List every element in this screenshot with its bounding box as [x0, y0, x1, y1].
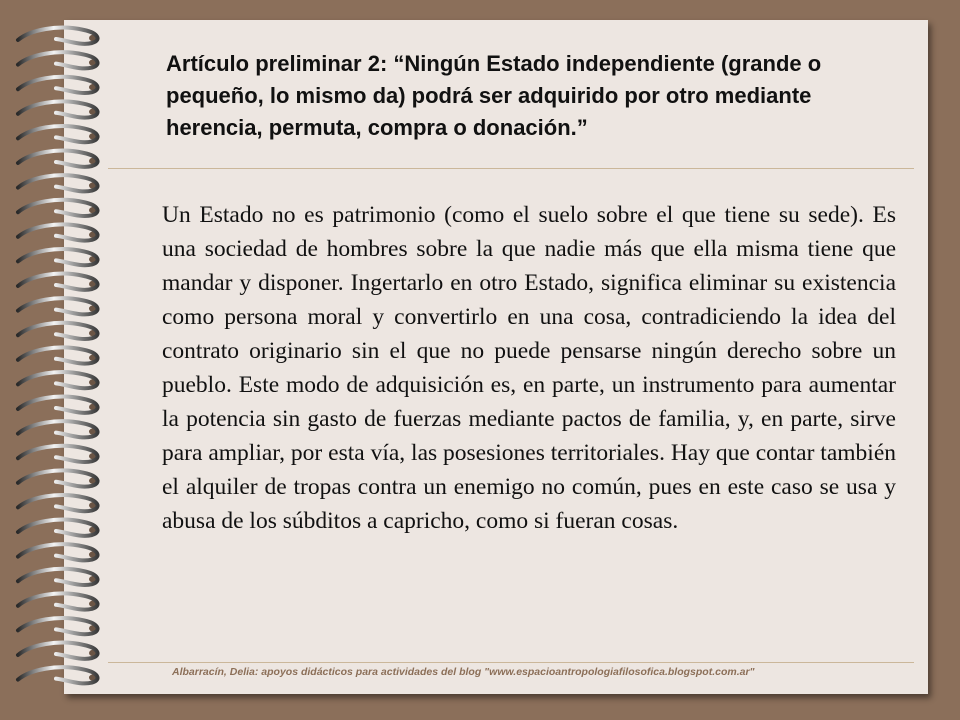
spiral-coil	[18, 52, 98, 68]
spiral-coil	[18, 495, 98, 511]
spiral-coil	[18, 151, 98, 167]
title-divider	[108, 168, 914, 169]
spiral-coil	[18, 347, 98, 363]
spiral-coil	[18, 298, 98, 314]
spiral-coil	[18, 446, 98, 462]
spiral-coil	[18, 200, 98, 216]
spiral-coil	[18, 372, 98, 388]
spiral-coil	[18, 667, 98, 683]
spiral-coil	[18, 249, 98, 265]
spiral-coil	[18, 593, 98, 609]
spiral-coil	[18, 643, 98, 659]
slide-title: Artículo preliminar 2: “Ningún Estado independiente (grande o pequeño, lo mismo da) podrá ser adquirido por otro mediante herencia, permuta, compra o donación.”	[166, 51, 822, 140]
spiral-coil	[18, 569, 98, 585]
spiral-coil	[18, 421, 98, 437]
spiral-coil	[18, 224, 98, 240]
body-paragraph: Un Estado no es patrimonio (como el suelo sobre el que tiene su sede). Es una sociedad de hombres sobre la que nadie más que ella misma tiene que mandar y disponer. Ingertarlo en otro Estado, significa eliminar su existencia como persona moral y convertirlo en una cosa, contradiciendo la idea del contrato originario sin el que no puede pensarse ningún derecho sobre un pueblo. Este modo de adquisición es, en parte, un instrumento para aumentar la potencia sin gasto de fuerzas mediante pactos de familia, y, en parte, sirve para ampliar, por esta vía, las posesiones territoriales. Hay que contar también el alquiler de tropas contra un enemigo no común, pues en este caso se usa y abusa de los súbditos a capricho, como si fueran cosas.	[162, 202, 896, 534]
footer-credit: Albarracín, Delia: apoyos didácticos para actividades del blog "www.espacioantropologiafilosofica.blogspot.com.ar"	[172, 666, 755, 678]
spiral-coil	[18, 77, 98, 93]
spiral-coil	[18, 28, 98, 44]
spiral-coil	[18, 101, 98, 117]
spiral-coil	[18, 470, 98, 486]
spiral-coil	[18, 175, 98, 191]
footer-divider	[108, 662, 914, 663]
spiral-coil	[18, 520, 98, 536]
spiral-coil	[18, 274, 98, 290]
spiral-coil	[18, 126, 98, 142]
spiral-binding-icon	[10, 0, 110, 720]
spiral-coil	[18, 397, 98, 413]
spiral-coil	[18, 544, 98, 560]
spiral-coil	[18, 618, 98, 634]
spiral-coil	[18, 323, 98, 339]
